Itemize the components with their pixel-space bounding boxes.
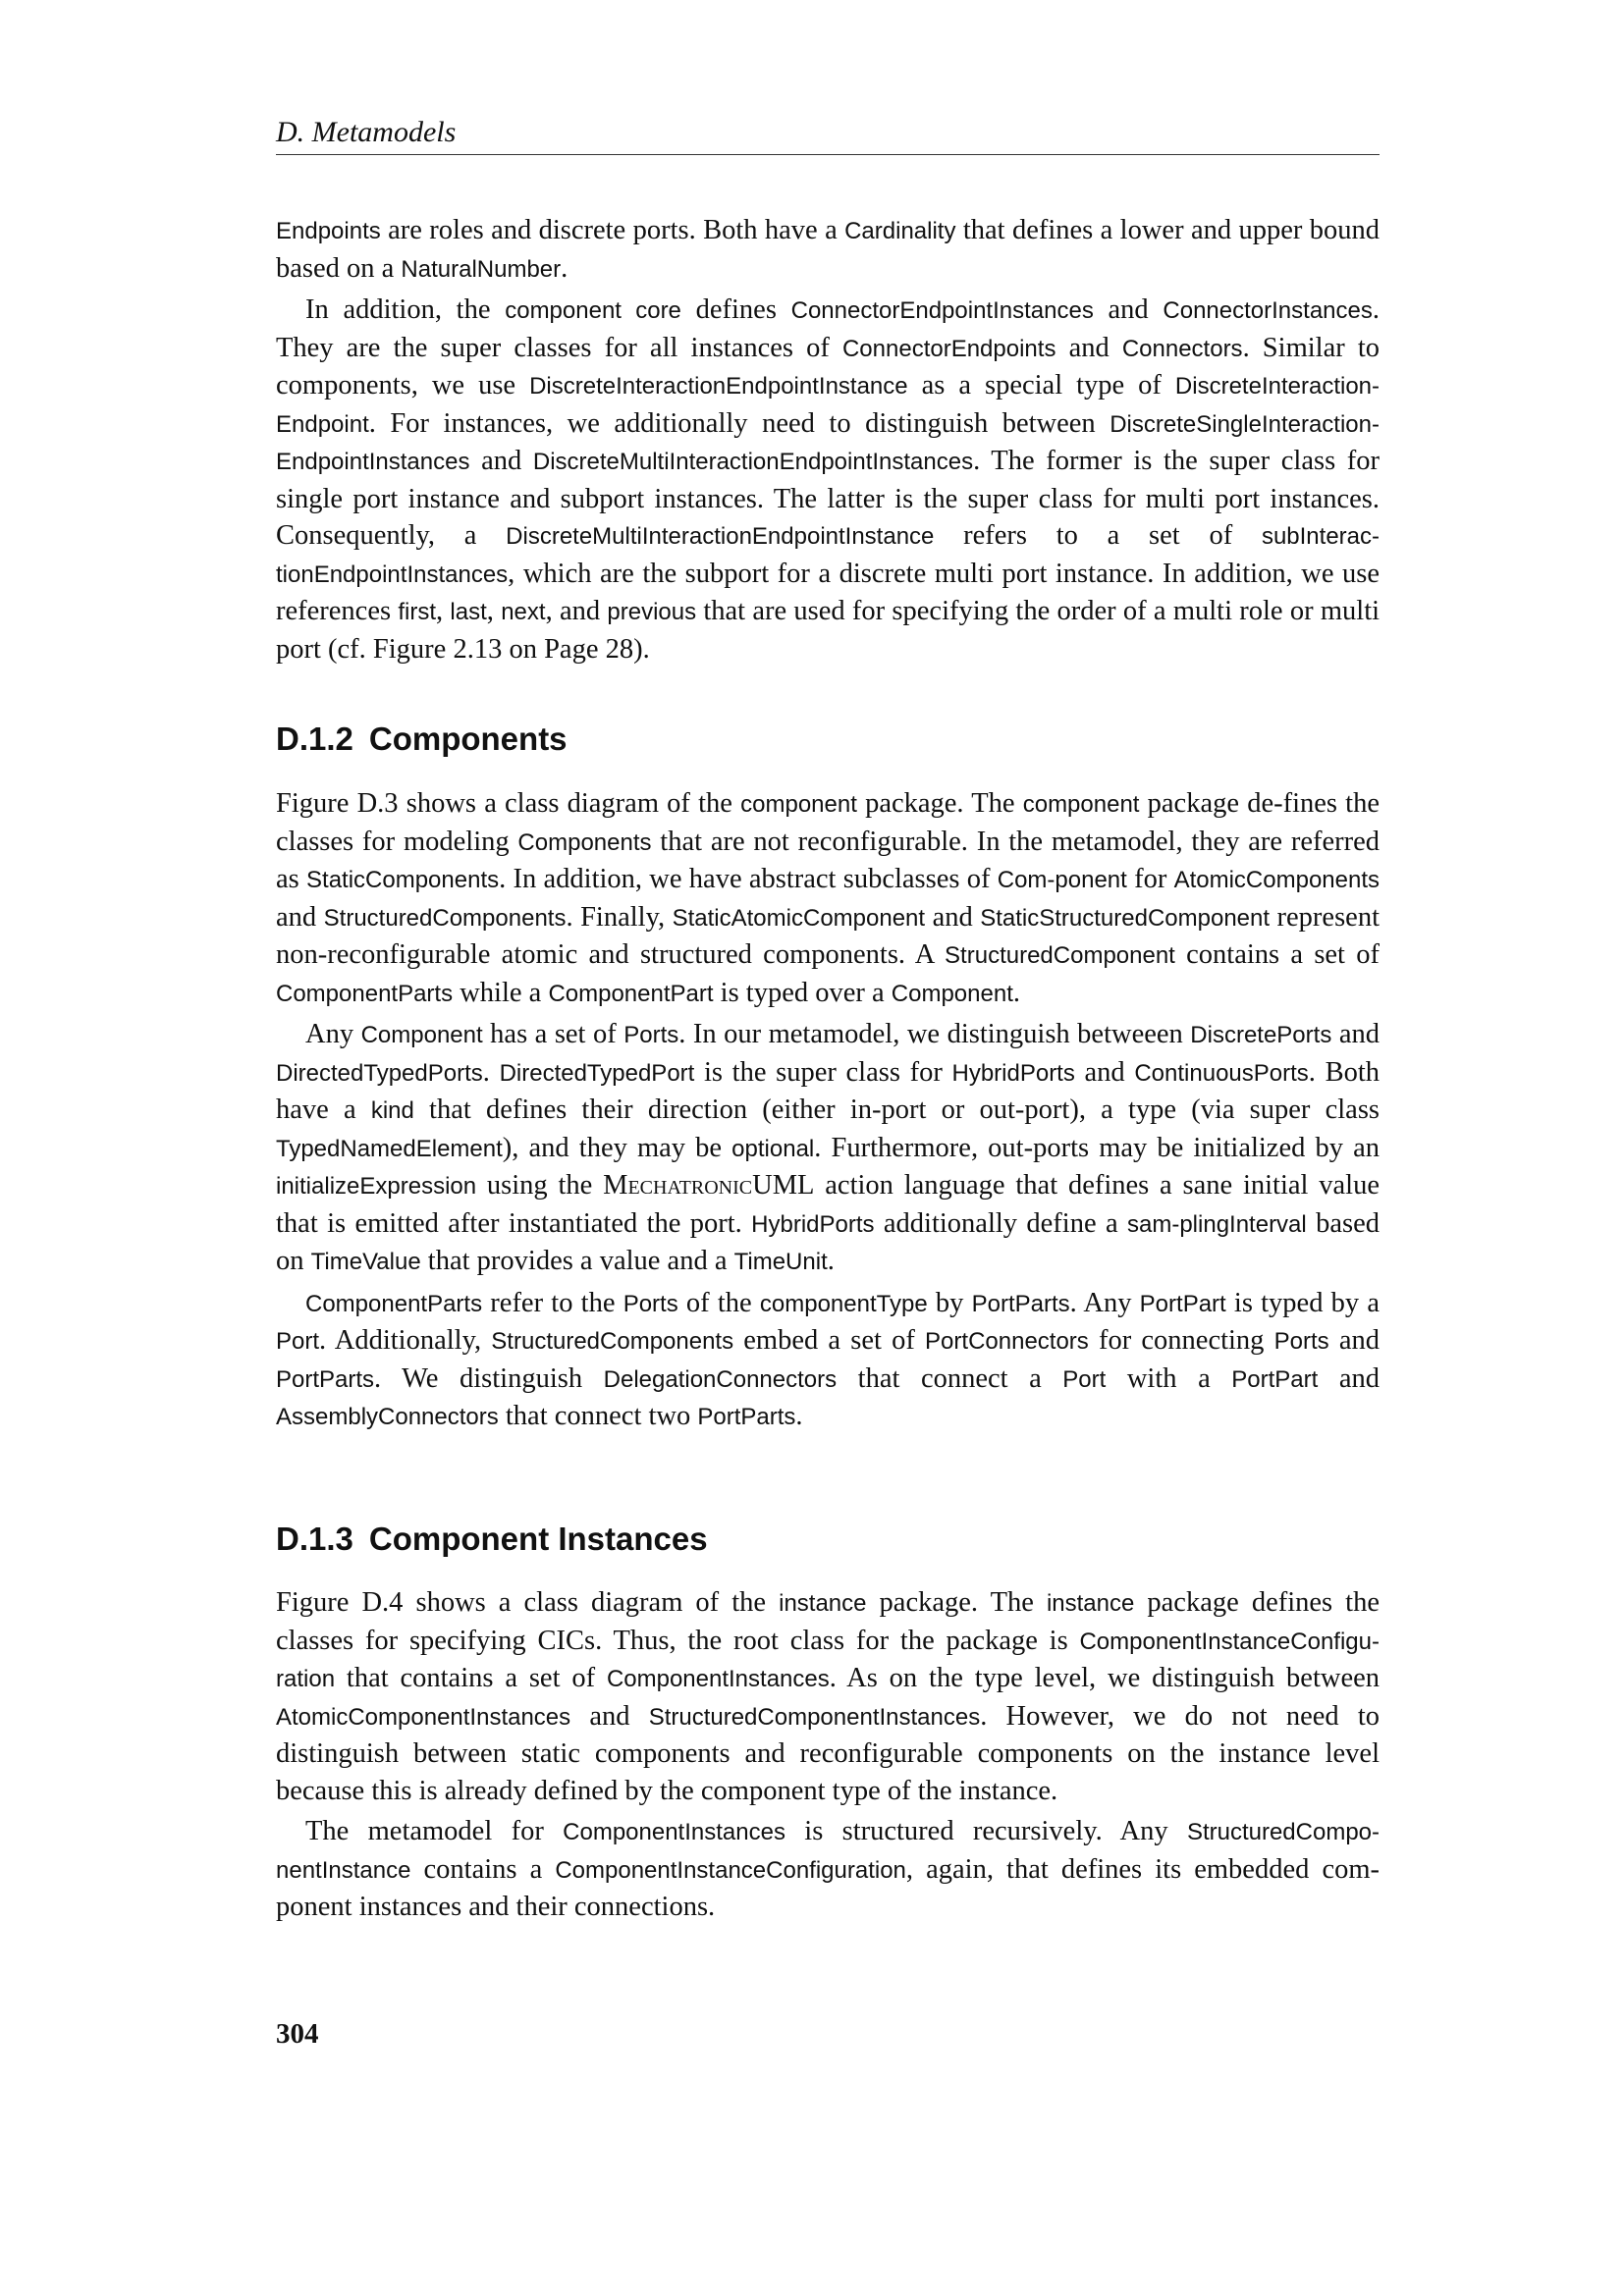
paragraph-component-parts: ComponentParts refer to the Ports of the componentType by PortParts. Any PortPart is typed by a Port. Additionally, StructuredComponents embed a set of PortConnectors for connecting Ports and PortParts. We distinguish DelegationConnectors that connect a Port with a PortPart and AssemblyConnectors that connect two PortParts. bbox=[276, 1287, 1380, 1431]
section-heading-components bbox=[276, 720, 568, 759]
page-number: 304 bbox=[276, 2018, 319, 2050]
paragraph-component-core: In addition, the component core defines ConnectorEndpointInstances and ConnectorInstances. They are the super classes for all instances of ConnectorEndpoints and Connectors. Similar to components, we use DiscreteInteractionEndpointInstance as a special type of DiscreteInteraction-Endpoint. For instances, we additionally need to distinguish between DiscreteSingleInteraction-EndpointInstances and DiscreteMultiInteractionEndpointInstances. The former is the super class for single port instance and subport instances. The latter is the super class for multi port instances. Consequently, a DiscreteMultiInteractionEndpointInstance refers to a set of subInterac-tionEndpointInstances, which are the subport for a discrete multi port instance. In addition, we use references first, last, next, and previous that are used for specifying the order of a multi role or multi port (cf. Figure 2.13 on Page 28). bbox=[276, 294, 1380, 665]
section-title: Components bbox=[368, 721, 568, 757]
header-title: D. Metamodels bbox=[276, 116, 457, 148]
paragraph-instance-package: Figure D.4 shows a class diagram of the instance package. The instance package defines the classes for specifying CICs. Thus, the root class for the package is ComponentInstanceConfigu-ration that contains a set of ComponentInstances. As on the type level, we distinguish between AtomicComponentInstances and StructuredComponentInstances. However, we do not need to distinguish between static components and reconfigurable components on the instance level because this is already defined by the component type of the instance. bbox=[276, 1587, 1380, 1806]
text-block-components bbox=[276, 785, 1380, 1436]
section-number: D.1.2 bbox=[276, 721, 353, 757]
text-block-intro bbox=[276, 212, 1380, 667]
paragraph-endpoints: Endpoints are roles and discrete ports. Both have a Cardinality that defines a lower and upper bound based on a NaturalNumber. bbox=[276, 215, 1380, 284]
paragraph-component-package: Figure D.3 shows a class diagram of the component package. The component package de-fines the classes for modeling Components that are not reconfigurable. In the metamodel, they are referred as StaticComponents. In addition, we have abstract subclasses of Com-ponent for AtomicComponents and StructuredComponents. Finally, StaticAtomicComponent and StaticStructuredComponent represent non-reconfigurable atomic and structured components. A StructuredComponent contains a set of ComponentParts while a ComponentPart is typed over a Component. bbox=[276, 788, 1380, 1008]
section-title: Component Instances bbox=[368, 1521, 708, 1557]
section-number: D.1.3 bbox=[276, 1521, 353, 1557]
paragraph-ports: Any Component has a set of Ports. In our metamodel, we distinguish betweeen DiscretePorts and DirectedTypedPorts. DirectedTypedPort is the super class for HybridPorts and ContinuousPorts. Both have a kind that defines their direction (either in-port or out-port), a type (via super class TypedNamedElement), and they may be optional. Furthermore, out-ports may be initialized by an initializeExpression using the MechatronicUML action language that defines a sane initial value that is emitted after instantiated the port. HybridPorts additionally define a sam-plingInterval based on TimeValue that provides a value and a TimeUnit. bbox=[276, 1019, 1380, 1276]
section-heading-component-instances bbox=[276, 1520, 708, 1559]
running-header bbox=[276, 111, 1380, 155]
text-block-component-instances bbox=[276, 1584, 1380, 1926]
paragraph-recursive-structure: The metamodel for ComponentInstances is structured recursively. Any StructuredCompo-nentInstance contains a ComponentInstanceConfiguration, again, that defines its embedded com-ponent instances and their connections. bbox=[276, 1816, 1380, 1922]
